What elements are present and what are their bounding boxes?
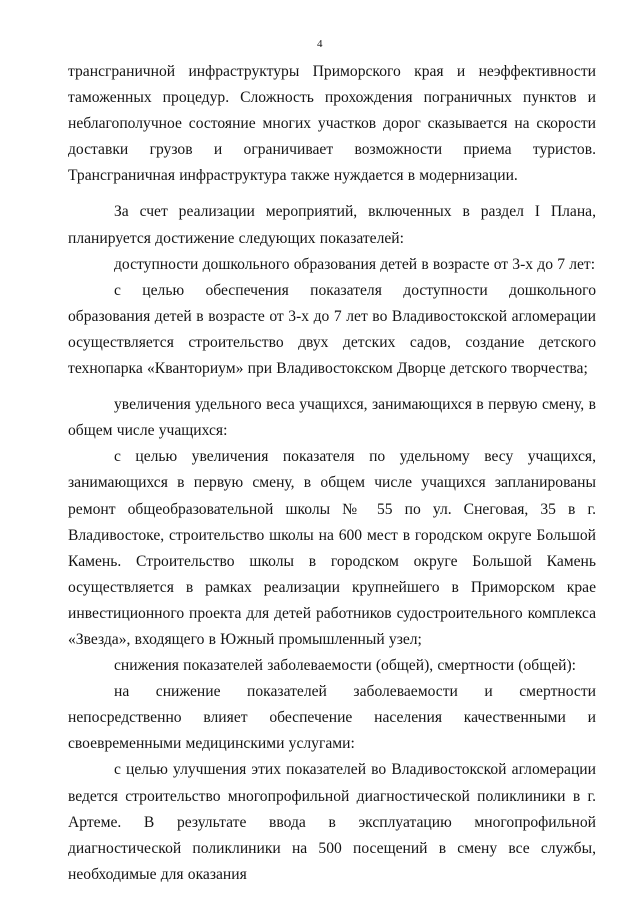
paragraph-morbidity-heading: снижения показателей заболеваемости (общей), смертности (общей): [114, 657, 577, 675]
paragraph-polyclinic-measures: с целью улучшения этих показателей во Владивостокской агломерации ведется строительство многопрофильной диагностической поликлиники в г. Артеме. В результате ввода в эксплуатацию многопрофильной диагностической поликлиники на 500 посещений в смену все службы, необходимые для оказания [68, 761, 596, 883]
paragraph-morbidity-factors: на снижение показателей заболеваемости и смертности непосредственно влияет обеспечение населения качественными и своевременными медицинскими услугами: [68, 683, 596, 753]
paragraph-preschool-heading: доступности дошкольного образования детей в возрасте от 3-х до 7 лет: [114, 255, 596, 273]
paragraph-preschool-measures: с целью обеспечения показателя доступности дошкольного образования детей в возрасте от 3-х до 7 лет во Владивостокской агломерации осуществляется строительство двух детских садов, создание детского технопарка «Кванториум» при Владивостокском Дворце детского творчества; [68, 281, 596, 378]
paragraph-first-shift-measures: с целью увеличения показателя по удельному весу учащихся, занимающихся в первую смену, в общем числе учащихся запланированы ремонт общеобразовательной школы № 55 по ул. Снеговая, 35 в г. Владивостоке, строительство школы на 600 мест в городском округе Большой Камень. Строительство школы в городском округе Большой Камень осуществляется в рамках реализации крупнейшего в Приморском крае инвестиционного проекта для детей работников судостроительного комплекса «Звезда», входящего в Южный промышленный узел; [68, 448, 596, 648]
body-text [68, 59, 596, 888]
page-number: 4 [317, 38, 323, 50]
paragraph-infrastructure: трансграничной инфраструктуры Приморского края и неэффективности таможенных процедур. Сложность прохождения пограничных пунктов и неблагополучное состояние многих участков дорог сказывается на скорости доставки грузов и ограничивает возможности приема туристов. Трансграничная инфраструктура также нуждается в модернизации. [68, 63, 596, 185]
paragraph-plan-indicators-intro: За счет реализации мероприятий, включенных в раздел I Плана, планируется достижение следующих показателей: [68, 203, 596, 247]
paragraph-first-shift-heading: увеличения удельного веса учащихся, занимающихся в первую смену, в общем числе учащихся: [68, 396, 596, 440]
